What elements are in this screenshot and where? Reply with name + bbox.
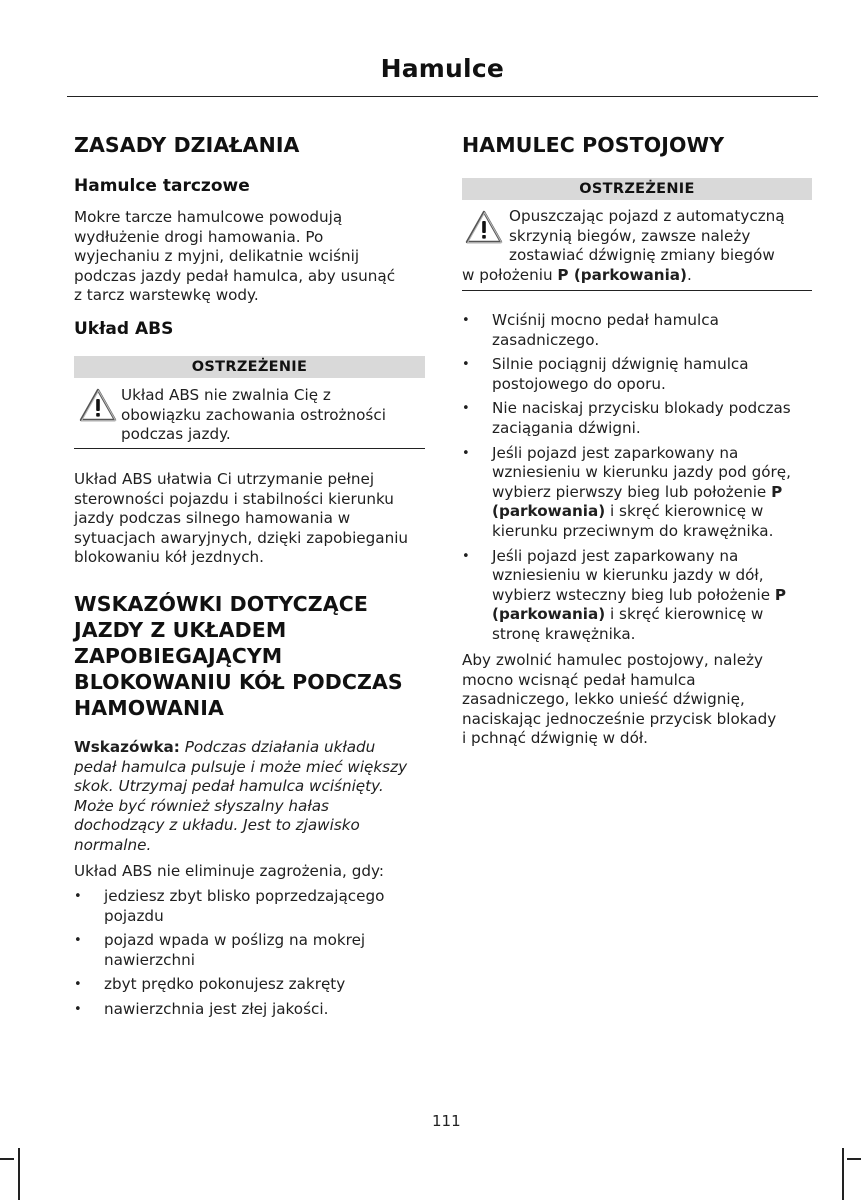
parking-warning-text: Opuszczając pojazd z automatyczną skrzynią biegów, zawsze należy zostawiać dźwignię zmiany biegów w położeniu P (parkowania). bbox=[462, 207, 785, 284]
parking-steps-list bbox=[462, 311, 814, 650]
abs-warning-text: Układ ABS nie zwalnia Cię z obowiązku zachowania ostrożności podczas jazdy. bbox=[121, 386, 386, 444]
header-rule bbox=[67, 96, 818, 97]
section-title-parking-brake: HAMULEC POSTOJOWY bbox=[462, 133, 725, 157]
list-item: • Wciśnij mocno pedał hamulca zasadniczego. bbox=[462, 311, 719, 349]
list-item: • Silnie pociągnij dźwignię hamulca postojowego do oporu. bbox=[462, 355, 749, 393]
warning-band: OSTRZEŻENIE bbox=[462, 178, 812, 200]
list-item: • nawierzchnia jest złej jakości. bbox=[74, 999, 329, 1018]
abs-limits-intro: Układ ABS nie eliminuje zagrożenia, gdy: bbox=[74, 862, 384, 880]
list-item: • jedziesz zbyt blisko poprzedzającego pojazdu bbox=[74, 887, 385, 925]
abs-description-text: Układ ABS ułatwia Ci utrzymanie pełnej sterowności pojazdu i stabilności kierunku jazdy podczas silnego hamowania w sytuacjach awaryjnych, dzięki zapobieganiu blokowaniu kół jezdnych. bbox=[74, 470, 409, 567]
list-item: • pojazd wpada w poślizg na mokrej nawierzchni bbox=[74, 931, 366, 969]
list-item: • Jeśli pojazd jest zaparkowany na wzniesieniu w kierunku jazdy pod górę, wybierz pierwszy bieg lub położenie P (parkowania) i skręć kierownicę w kierunku przeciwnym do krawężnika. bbox=[462, 443, 791, 540]
page-number: 111 bbox=[432, 1112, 461, 1130]
abs-limits-list bbox=[74, 887, 425, 1025]
crop-mark bbox=[847, 1158, 861, 1160]
list-item: • Jeśli pojazd jest zaparkowany na wzniesieniu w kierunku jazdy w dół, wybierz wsteczny bieg lub położenie P (parkowania) i skręć kierownicę w stronę krawężnika. bbox=[462, 546, 787, 643]
note-text: Wskazówka: Podczas działania układu pedał hamulca pulsuje i może mieć większy skok. Utrzymaj pedał hamulca wciśnięty. Może być również słyszalny hałas dochodzący z układu. Jest to zjawisko normalne. bbox=[74, 738, 408, 854]
warning-bottom-rule bbox=[74, 448, 425, 449]
subsection-title-abs: Układ ABS bbox=[74, 319, 174, 339]
disc-brakes-text: Mokre tarcze hamulcowe powodują wydłużenie drogi hamowania. Po wyjechaniu z myjni, delikatnie wciśnij podczas jazdy pedał hamulca, aby usunąć z tarcz warstewkę wody. bbox=[74, 208, 396, 305]
section-title-principles: ZASADY DZIAŁANIA bbox=[74, 133, 300, 157]
crop-mark bbox=[18, 1148, 20, 1200]
subsection-title-disc-brakes: Hamulce tarczowe bbox=[74, 176, 250, 196]
list-item: • zbyt prędko pokonujesz zakręty bbox=[74, 975, 346, 994]
release-instructions-text: Aby zwolnić hamulec postojowy, należy mocno wcisnąć pedał hamulca zasadniczego, lekko unieść dźwignię, naciskając jednocześnie przycisk blokady i pchnąć dźwignię w dół. bbox=[462, 651, 777, 748]
crop-mark bbox=[842, 1148, 844, 1200]
crop-mark bbox=[0, 1158, 14, 1160]
list-item: • Nie naciskaj przycisku blokady podczas zaciągania dźwigni. bbox=[462, 399, 791, 437]
warning-triangle-icon bbox=[78, 387, 118, 423]
page-title: Hamulce bbox=[380, 54, 504, 83]
section-title-driving-tips: WSKAZÓWKI DOTYCZĄCE JAZDY Z UKŁADEM ZAPOBIEGAJĄCYM BLOKOWANIU KÓŁ PODCZAS HAMOWANIA bbox=[74, 592, 403, 720]
note-label: Wskazówka: bbox=[74, 738, 180, 756]
warning-band: OSTRZEŻENIE bbox=[74, 356, 425, 378]
warning-bottom-rule bbox=[462, 290, 812, 291]
